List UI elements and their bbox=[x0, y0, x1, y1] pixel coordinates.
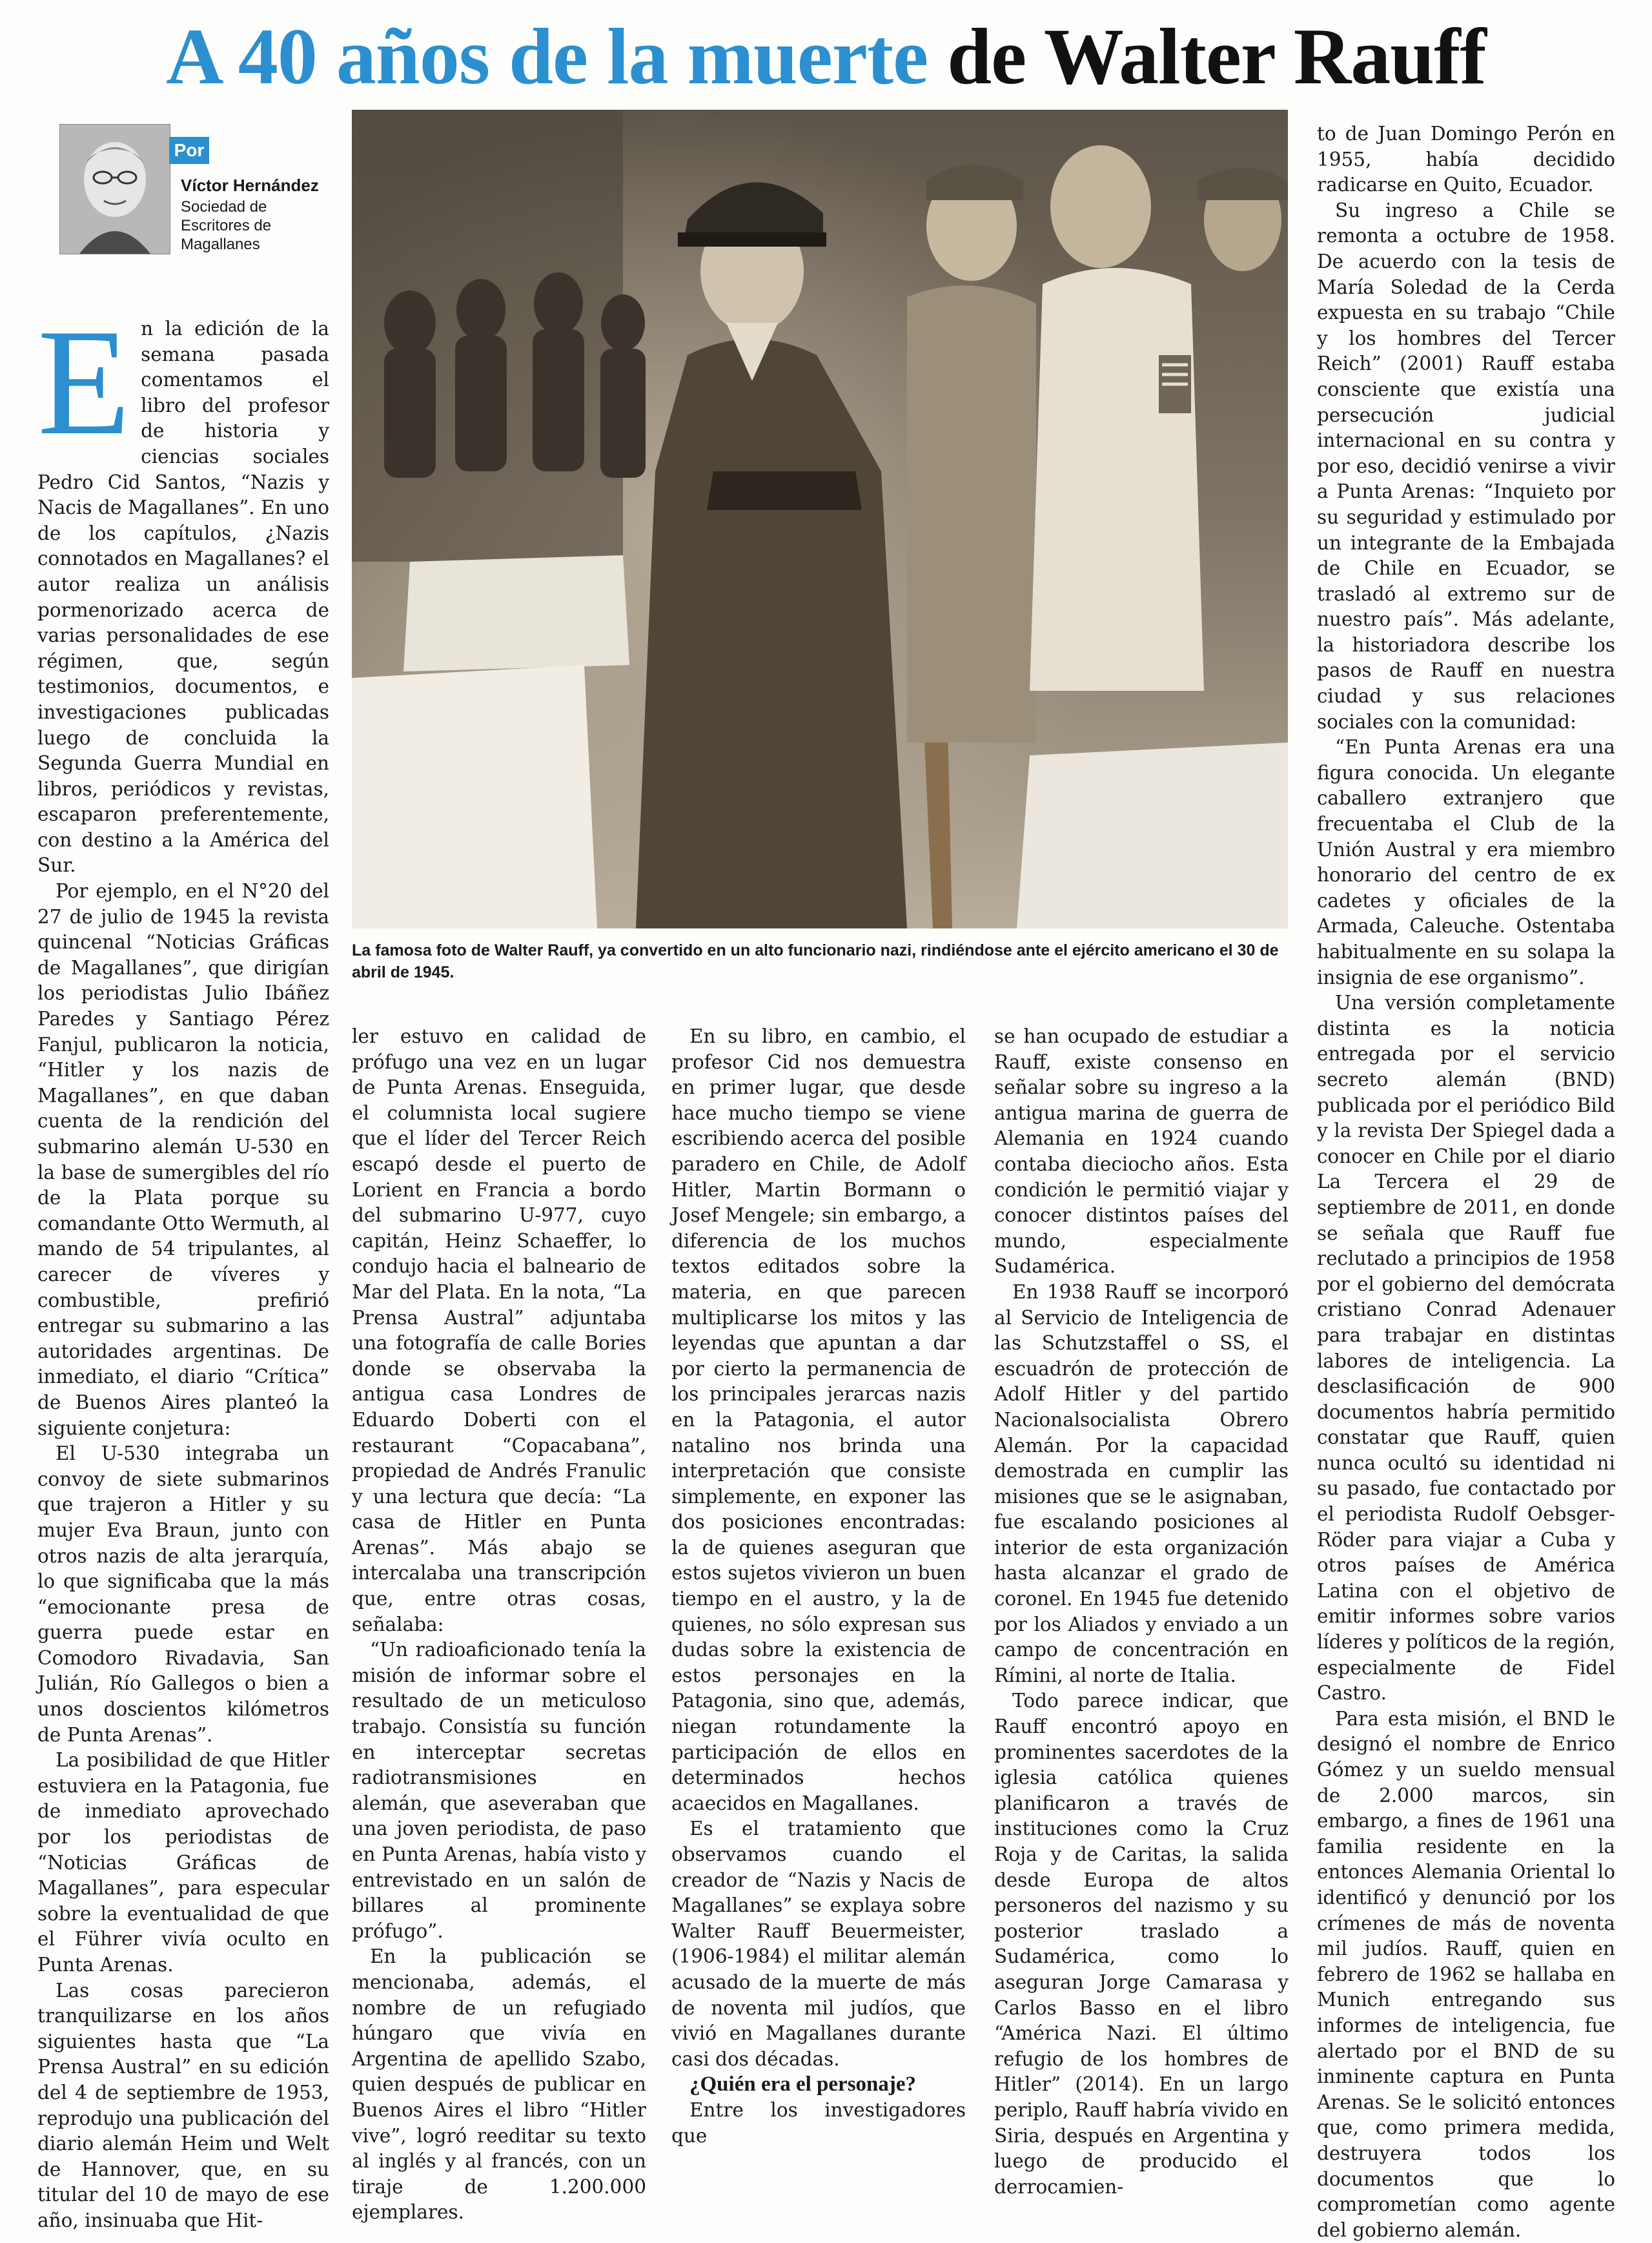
article-column-5 bbox=[1317, 121, 1615, 2243]
article-paragraph: El U-530 integraba un convoy de siete submarinos que trajeron a Hitler y su mujer Eva Braun, junto con otros nazis de alta jerarquía, lo que significaba que la más “emocionante presa de guerra puede estar en Comodoro Rivadavia, San Julián, Río Gallegos o bien a unos doscientos kilómetros de Punta Arenas”. bbox=[37, 1442, 329, 1746]
photo-caption: La famosa foto de Walter Rauff, ya convertido en un alto funcionario nazi, rindiéndose ante el ejército americano el 30 de abril de 1945. bbox=[352, 941, 1279, 981]
article-paragraph: Su ingreso a Chile se remonta a octubre de 1958. De acuerdo con la tesis de María Soledad de la Cerda expuesta en su trabajo “Chile y los hombres del Tercer Reich” (2001) Rauff estaba consciente que existía una persecución judicial internacional en su contra y por eso, decidió venirse a vivir a Punta Arenas: “Inquieto por su seguridad y estimulado por un integrante de la Embajada de Chile en Ecuador, se trasladó al extremo sur de nuestro país”. Más adelante, la historiadora describe los pasos de Rauff en nuestra ciudad y sus relaciones sociales con la comunidad: bbox=[1317, 199, 1615, 733]
author-affiliation: Sociedad de Escritores de Magallanes bbox=[181, 198, 272, 253]
author-name: Víctor Hernández bbox=[181, 176, 319, 195]
article-paragraph: Para esta misión, el BND le designó el nombre de Enrico Gómez y un sueldo mensual de 2.000 marcos, sin embargo, a fines de 1961 una familia residente en la entonces Alemania Oriental lo identificó y denunció por los crímenes de más de noventa mil judíos. Rauff, quien en febrero de 1962 se hallaba en Munich entregando sus informes de inteligencia, fue alertado por el BND de su inminente captura en Punta Arenas. Se le solicitó entonces que, como primera medida, destruyera todos los documentos que lo comprometían como agente del gobierno alemán. bbox=[1317, 1707, 1615, 2241]
article-paragraph: to de Juan Domingo Perón en 1955, había decidido radicarse en Quito, Ecuador. bbox=[1317, 123, 1615, 196]
article-paragraph: En su libro, en cambio, el profesor Cid nos demuestra en primer lugar, que desde hace mucho tiempo se viene escribiendo acerca del posible paradero en Chile, de Adolf Hitler, Martin Bormann o Josef Mengele; sin embargo, a diferencia de los muchos textos editados sobre la materia, en que parecen multiplicarse los mitos y las leyendas que apuntan a dar por cierto la permanencia de los principales jerarcas nazis en la Patagonia, el autor natalino nos brinda una interpretación que consiste simplemente, en exponer las dos posiciones encontradas: la de quienes aseguran que estos sujetos vivieron un buen tiempo en el austro, y la de quienes, no sólo expresan sus dudas sobre la existencia de estos personajes en la Patagonia, sino que, además, niegan rotundamente la participación de ellos en determinados hechos acaecidos en Magallanes. bbox=[671, 1025, 966, 1814]
headline bbox=[0, 12, 1652, 102]
article-paragraph: “Un radioaficionado tenía la misión de informar sobre el resultado de un meticuloso trabajo. Consistía su función en interceptar secretas radiotransmisiones en alemán, que aseveraban que una joven periodista, de paso en Punta Arenas, había visto y entrevistado en un salón de billares al prominente prófugo”. bbox=[352, 1639, 646, 1942]
article-paragraph: n la edición de la semana pasada comentamos el libro del profesor de historia y ciencias sociales Pedro Cid Santos, “Nazis y Nacis de Magallanes”. En uno de los capítulos, ¿Nazis connotados en Magallanes? el autor realiza un análisis pormenorizado acerca de varias personalidades de ese régimen, que, según testimonios, documentos, e investigaciones publicadas luego de concluida la Segunda Guerra Mundial en libros, periódicos y revistas, escaparon preferentemente, con destino a la América del Sur. bbox=[37, 318, 329, 877]
drop-cap: E bbox=[37, 298, 131, 467]
article-column-4 bbox=[994, 1024, 1289, 2200]
article-paragraph: En la publicación se mencionaba, además, el nombre de un refugiado húngaro que vivía en Argentina de apellido Szabo, quien después de publicar en Buenos Aires el libro “Hitler vive”, logró reeditar su texto al inglés y al francés, con un tiraje de 1.200.000 ejemplares. bbox=[352, 1945, 646, 2224]
article-column-1 bbox=[37, 298, 329, 2234]
article-paragraph: Una versión completamente distinta es la noticia entregada por el servicio secreto alemán (BND) publicada por el periódico Bild y la revista Der Spiegel dada a conocer en Chile por el diario La Tercera el 29 de septiembre de 2011, en donde se señala que Rauff fue reclutado a principios de 1958 por el gobierno del demócrata cristiano Conrad Adenauer para trabajar en distintas labores de inteligencia. La desclasificación de 900 documentos habría permitido constatar que Rauff, quien nunca ocultó su identidad ni su pasado, fue contactado por el periodista Rudolf Oebsger-Röder para viajar a Cuba y otros países de América Latina con el objetivo de emitir informes sobre varios líderes y políticos de la región, especialmente de Fidel Castro. bbox=[1317, 992, 1615, 1705]
historical-photo bbox=[352, 110, 1288, 928]
article-column-2 bbox=[352, 1024, 646, 2226]
author-photo bbox=[59, 124, 170, 254]
article-paragraph: “En Punta Arenas era una figura conocida. Un elegante caballero extranjero que frecuentaba el Club de la Unión Austral y era miembro honorario del centro de ex cadetes y oficiales de la Armada, Caleuche. Ostentaba habitualmente en su solapa la insignia de ese organismo”. bbox=[1317, 736, 1615, 988]
article-paragraph: ler estuvo en calidad de prófugo una vez en un lugar de Punta Arenas. Enseguida, el columnista local sugiere que el líder del Tercer Reich escapó desde el puerto de Lorient en Francia a bordo del submarino U-977, cuyo capitán, Heinz Schaeffer, lo condujo hacia el balneario de Mar del Plata. En la nota, “La Prensa Austral” adjuntaba una fotografía de calle Bories donde se observaba la antigua casa Londres de Eduardo Doberti con el restaurant “Copacabana”, propiedad de Andrés Franulic y una lectura que decía: “La casa de Hitler en Punta Arenas”. Más abajo se intercalaba una transcripción que, entre otras cosas, señalaba: bbox=[352, 1025, 646, 1635]
byline bbox=[59, 124, 337, 256]
article-paragraph: La posibilidad de que Hitler estuviera en la Patagonia, fue de inmediato aprovechado por los periodistas de “Noticias Gráficas de Magallanes”, para especular sobre la eventualidad de que el Führer vivía oculto en Punta Arenas. bbox=[37, 1749, 329, 1976]
article-paragraph: se han ocupado de estudiar a Rauff, existe consenso en señalar sobre su ingreso a la antigua marina de guerra de Alemania en 1924 cuando contaba dieciocho años. Esta condición le permitió viajar y conocer distintos países del mundo, especialmente Sudamérica. bbox=[994, 1025, 1289, 1278]
article-paragraph: En 1938 Rauff se incorporó al Servicio de Inteligencia de las Schutzstaffel o SS, el escuadrón de protección de Adolf Hitler y del partido Nacionalsocialista Obrero Alemán. Por la capacidad demostrada en cumplir las misiones que se le asignaban, fue escalando posiciones al interior de esta organización hasta alcanzar el grado de coronel. En 1945 fue detenido por los Aliados y enviado a un campo de concentración en Rímini, al norte de Italia. bbox=[994, 1280, 1289, 1686]
article-column-3 bbox=[671, 1024, 966, 2149]
headline-part-accent: A 40 años de la muerte bbox=[166, 12, 928, 101]
article-paragraph: Es el tratamiento que observamos cuando el creador de “Nazis y Nacis de Magallanes” se explaya sobre Walter Rauff Beuermeister, (1906-1984) el militar alemán acusado de la muerte de más de noventa mil judíos, que vivió en Magallanes durante casi dos décadas. bbox=[671, 1818, 966, 2070]
article-paragraph: Todo parece indicar, que Rauff encontró apoyo en prominentes sacerdotes de la iglesia católica quienes planificaron a través de instituciones como la Cruz Roja y de Caritas, la salida desde Europa de altos personeros del nazismo y su posterior traslado a Sudamérica, como lo aseguran Jorge Camarasa y Carlos Basso en el libro “América Nazi. El último refugio de los hombres de Hitler” (2014). En un largo periplo, Rauff habría vivido en Siria, después en Argentina y luego de producido el derrocamien- bbox=[994, 1690, 1289, 2198]
article-paragraph: Las cosas parecieron tranquilizarse en los años siguientes hasta que “La Prensa Austral” en su edición del 4 de septiembre de 1953, reprodujo una publicación del diario alemán Heim und Welt de Hannover, que, en su titular del 10 de mayo de ese año, insinuaba que Hit- bbox=[37, 1979, 329, 2231]
article-paragraph: Por ejemplo, en el N°20 del 27 de julio de 1945 la revista quincenal “Noticias Gráficas de Magallanes”, que dirigían los periodistas Julio Ibáñez Paredes y Santiago Pérez Fanjul, publicaron la noticia, “Hitler y los nazis de Magallanes”, en que daban cuenta de la rendición del submarino alemán U-530 en la base de sumergibles del río de la Plata porque su comandante Otto Wermuth, al mando de 54 tripulantes, al carecer de víveres y combustible, prefirió entregar su submarino a las autoridades argentinas. De inmediato, el diario “Crítica” de Buenos Aires planteó la siguiente conjetura: bbox=[37, 880, 329, 1439]
headline-part-main: de Walter Rauff bbox=[947, 12, 1486, 101]
article-paragraph: Entre los investigadores que bbox=[671, 2098, 966, 2147]
section-subheading: ¿Quién era el personaje? bbox=[689, 2073, 917, 2096]
por-badge: Por bbox=[169, 137, 209, 164]
